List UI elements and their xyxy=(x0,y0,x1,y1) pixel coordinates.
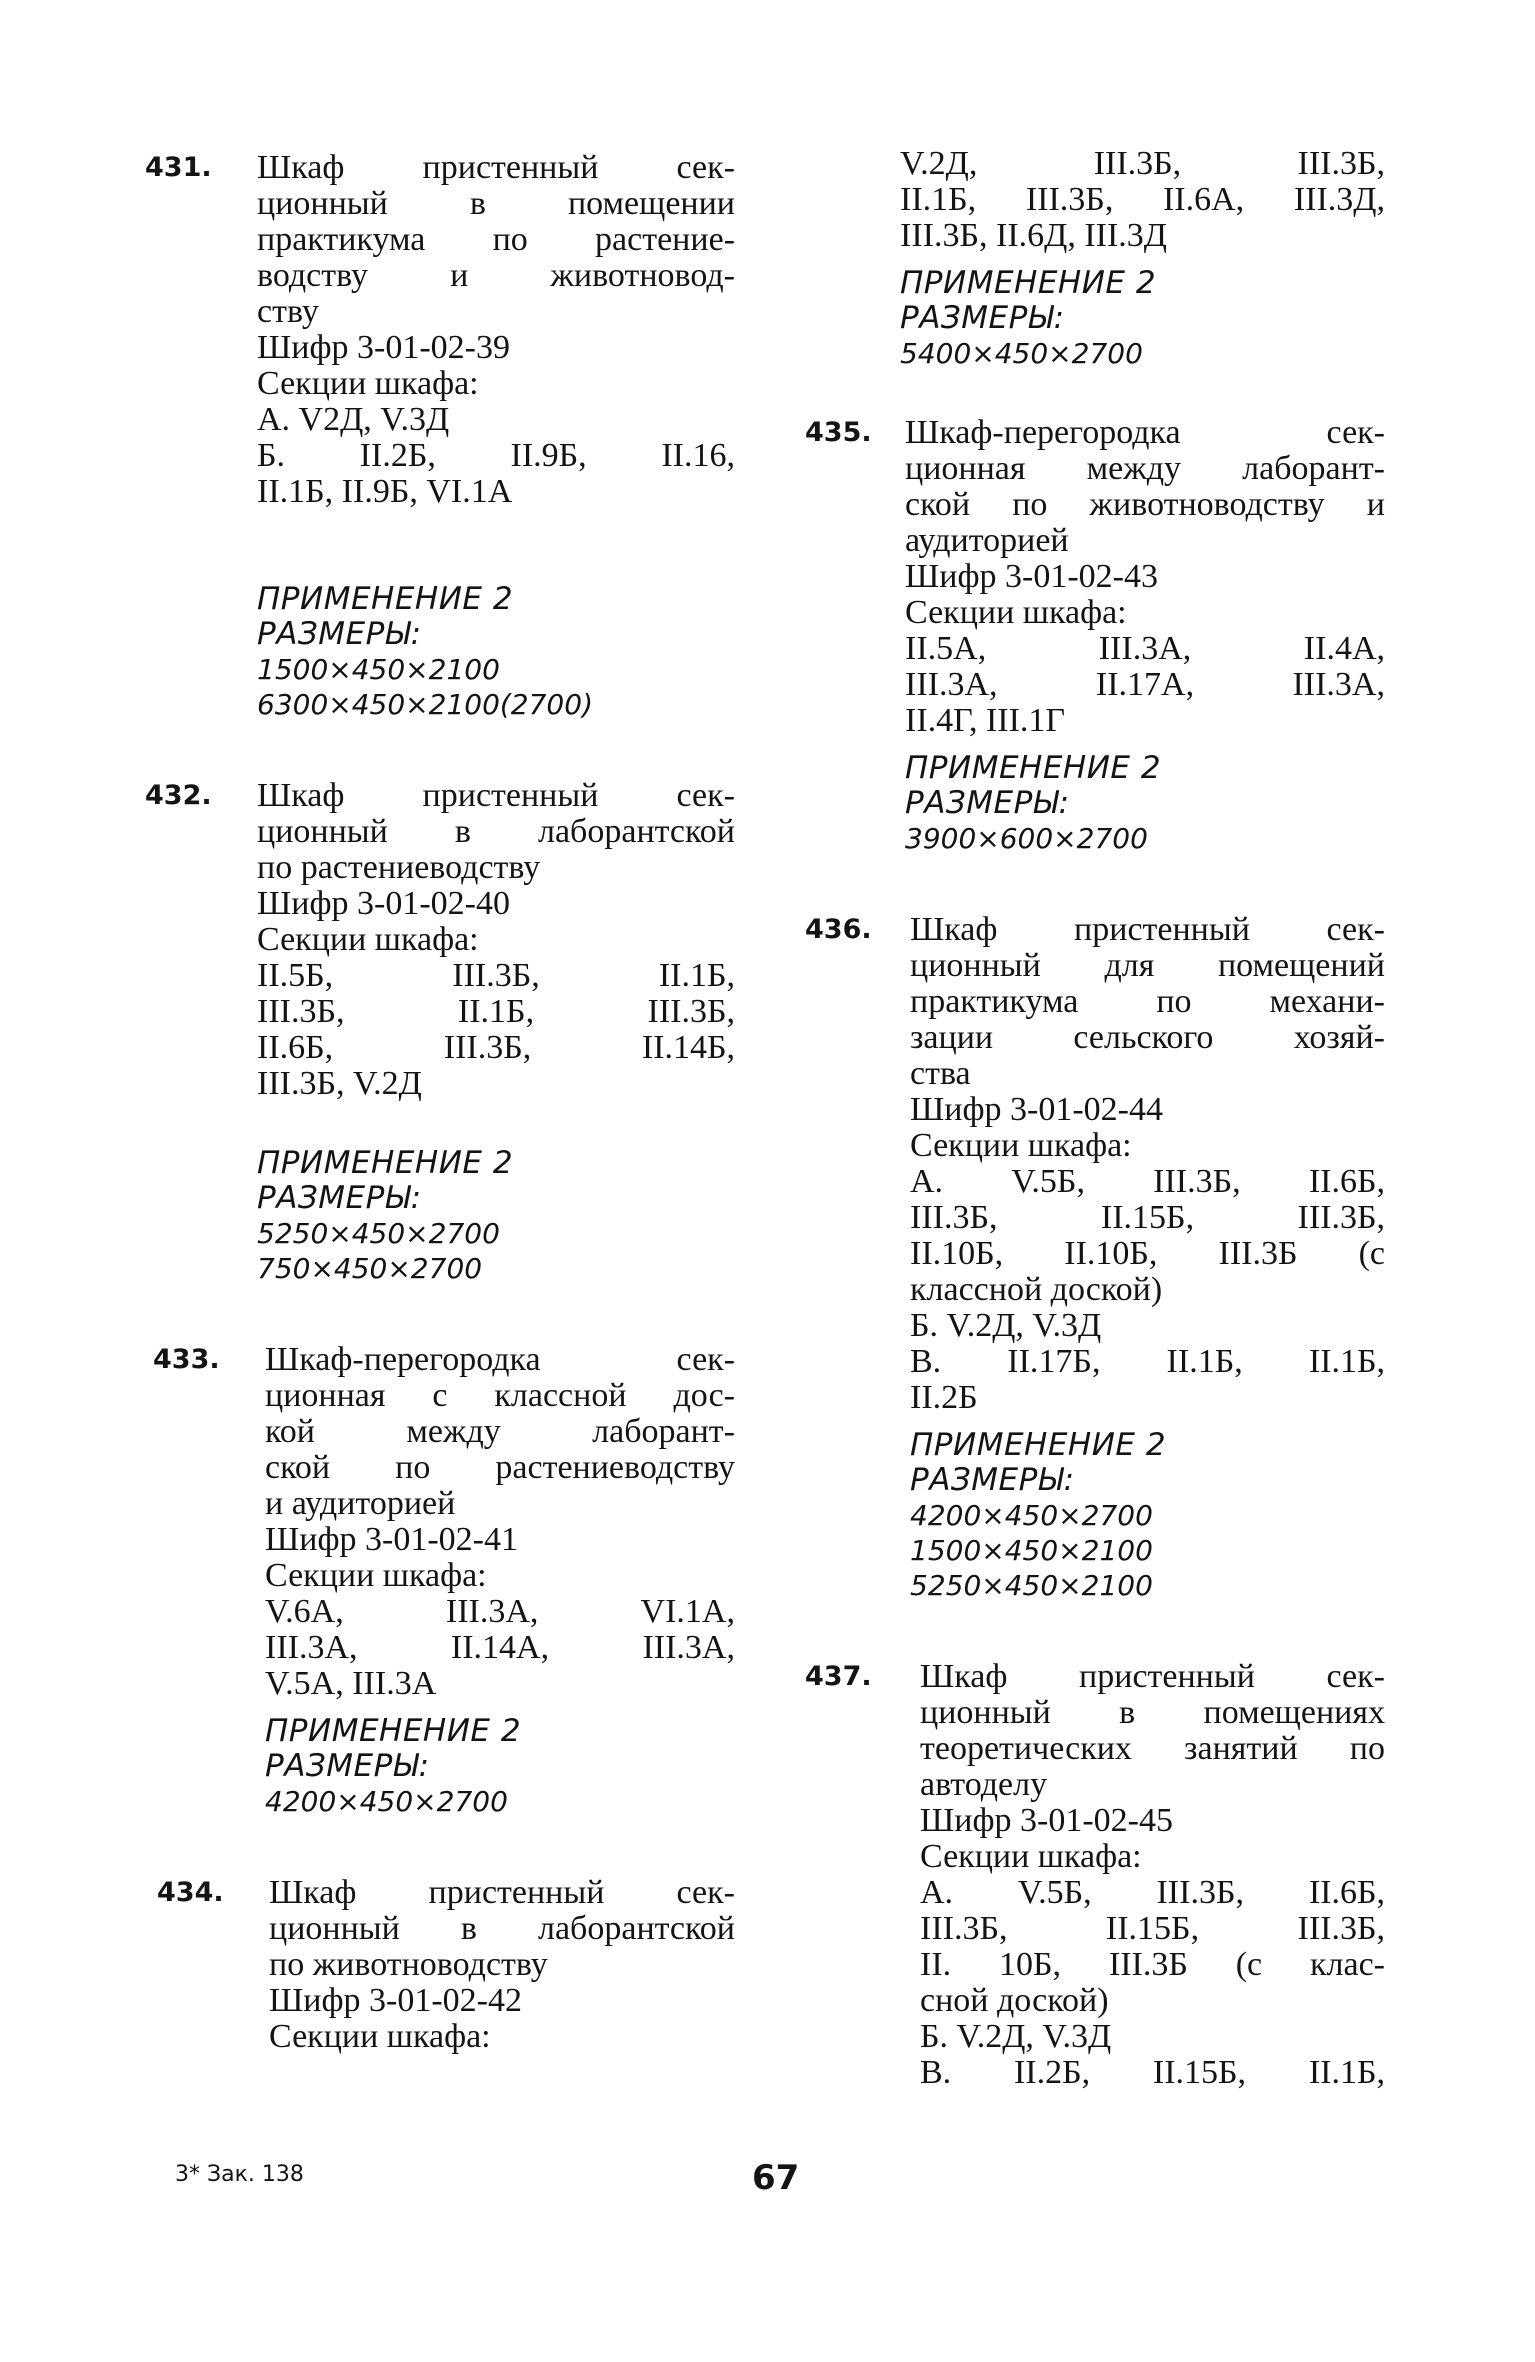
entry-434 xyxy=(157,1875,735,2055)
entry-title-line: Шкаф пристенный сек- xyxy=(269,1874,735,1911)
size-value: 6300×450×2100(2700) xyxy=(257,688,593,721)
sections-line: II.1Б, III.3Б, II.6А, III.3Д, xyxy=(900,181,1385,218)
entry-title-line: ской по растениеводству xyxy=(265,1449,735,1486)
sections-line: III.3Б, II.15Б, III.3Б, xyxy=(910,1199,1385,1236)
entry-title-line: Шкаф пристенный сек- xyxy=(257,149,735,186)
entry-title-line: практикума по растение- xyxy=(257,221,735,258)
size-value: 1500×450×2100 xyxy=(910,1534,1153,1567)
sections-line: II.4Г, III.1Г xyxy=(905,702,1066,739)
entry-title-line: кой между лаборант- xyxy=(265,1413,735,1450)
entry-number: 432. xyxy=(145,780,212,811)
cipher-code: Шифр 3-01-02-44 xyxy=(910,1091,1163,1128)
sections-line: III.3Б, V.2Д xyxy=(257,1065,422,1102)
sections-label: Секции шкафа: xyxy=(910,1127,1132,1164)
entry-title-line: Шкаф пристенный сек- xyxy=(257,777,735,814)
sections-line: III.3А, II.14А, III.3А, xyxy=(265,1629,735,1666)
entry-431 xyxy=(145,150,735,722)
sections-line: А. V2Д, V.3Д xyxy=(257,401,450,438)
sections-label: Секции шкафа: xyxy=(905,594,1127,631)
entry-title-line: ционный в помещениях xyxy=(920,1694,1385,1731)
sections-label: Секции шкафа: xyxy=(257,921,479,958)
left-column xyxy=(145,150,735,2055)
sections-line: Б. V.2Д, V.3Д xyxy=(920,2018,1112,2055)
sections-label: Секции шкафа: xyxy=(257,365,479,402)
entry-title-line: практикума по механи- xyxy=(910,983,1385,1020)
sections-line: II.1Б, II.9Б, VI.1А xyxy=(257,473,513,510)
entry-title-line: Шкаф-перегородка сек- xyxy=(905,414,1385,451)
sections-line: классной доской) xyxy=(910,1271,1163,1308)
sections-label: Секции шкафа: xyxy=(920,1838,1142,1875)
sizes-label: РАЗМЕРЫ: xyxy=(257,1180,422,1216)
entry-number: 435. xyxy=(805,417,872,448)
entry-432 xyxy=(145,778,735,1286)
sections-line: III.3Б, II.15Б, III.3Б, xyxy=(920,1910,1385,1947)
entry-title-line: Шкаф-перегородка сек- xyxy=(265,1341,735,1378)
right-column xyxy=(805,146,1385,2091)
entry-title-line: ционный в лаборантской xyxy=(269,1910,735,1947)
entry-title-line: зации сельского хозяй- xyxy=(910,1019,1385,1056)
size-value: 4200×450×2700 xyxy=(910,1499,1153,1532)
entry-number: 433. xyxy=(153,1344,220,1375)
entry-title-line: теоретических занятий по xyxy=(920,1730,1385,1767)
cipher-code: Шифр 3-01-02-39 xyxy=(257,329,510,366)
sizes-label: РАЗМЕРЫ: xyxy=(910,1462,1075,1498)
size-value: 5250×450×2700 xyxy=(257,1217,500,1250)
entry-title-line: ционная между лаборант- xyxy=(905,450,1385,487)
entry-title-line: Шкаф пристенный сек- xyxy=(920,1658,1385,1695)
sections-line: сной доской) xyxy=(920,1982,1109,2019)
entry-number: 437. xyxy=(805,1661,872,1692)
sections-line: II.10Б, II.10Б, III.3Б (с xyxy=(910,1235,1385,1272)
entry-number: 431. xyxy=(145,152,212,183)
size-value: 750×450×2700 xyxy=(257,1252,483,1285)
sections-label: Секции шкафа: xyxy=(269,2018,491,2055)
entry-title-line: по растениеводству xyxy=(257,849,541,886)
sections-line: Б. V.2Д, V.3Д xyxy=(910,1307,1102,1344)
sections-line: А. V.5Б, III.3Б, II.6Б, xyxy=(910,1163,1385,1200)
entry-title-line: по животноводству xyxy=(269,1946,548,1983)
sections-line: V.2Д, III.3Б, III.3Б, xyxy=(900,145,1385,182)
size-value: 1500×450×2100 xyxy=(257,653,500,686)
sizes-label: РАЗМЕРЫ: xyxy=(905,785,1070,821)
sections-line: Б. II.2Б, II.9Б, II.16, xyxy=(257,437,735,474)
application-text: ПРИМЕНЕНИЕ 2 xyxy=(257,581,514,617)
size-value: 5400×450×2700 xyxy=(900,337,1143,370)
entry-title-line: аудиторией xyxy=(905,522,1069,559)
footer-print-order: 3* Зак. 138 xyxy=(175,2162,304,2187)
size-value: 4200×450×2700 xyxy=(265,1785,508,1818)
entry-title-line: водству и животновод- xyxy=(257,257,735,294)
sections-line: III.3Б, II.6Д, III.3Д xyxy=(900,217,1167,254)
cipher-code: Шифр 3-01-02-40 xyxy=(257,885,510,922)
cipher-code: Шифр 3-01-02-42 xyxy=(269,1982,522,2019)
entry-number: 434. xyxy=(157,1877,224,1908)
entry-title-line: ционный в лаборантской xyxy=(257,813,735,850)
sections-line: III.3А, II.17А, III.3А, xyxy=(905,666,1385,703)
size-value: 3900×600×2700 xyxy=(905,822,1148,855)
sections-line: II.2Б xyxy=(910,1379,978,1416)
cipher-code: Шифр 3-01-02-41 xyxy=(265,1521,518,1558)
sizes-label: РАЗМЕРЫ: xyxy=(265,1748,430,1784)
application-text: ПРИМЕНЕНИЕ 2 xyxy=(265,1713,522,1749)
entry-434-continued xyxy=(805,146,1385,371)
entry-title-line: автоделу xyxy=(920,1766,1048,1803)
entry-title-line: ства xyxy=(910,1055,971,1092)
application-text: ПРИМЕНЕНИЕ 2 xyxy=(905,750,1162,786)
page-number: 67 xyxy=(752,2158,800,2198)
entry-436 xyxy=(805,912,1385,1603)
entry-title-line: ской по животноводству и xyxy=(905,486,1385,523)
cipher-code: Шифр 3-01-02-43 xyxy=(905,558,1158,595)
cipher-code: Шифр 3-01-02-45 xyxy=(920,1802,1173,1839)
entry-title-line: ционный для помещений xyxy=(910,947,1385,984)
sections-line: В. II.2Б, II.15Б, II.1Б, xyxy=(920,2054,1385,2091)
entry-435 xyxy=(805,415,1385,856)
application-text: ПРИМЕНЕНИЕ 2 xyxy=(257,1145,514,1181)
entry-title-line: ционная с классной дос- xyxy=(265,1377,735,1414)
sections-line: II. 10Б, III.3Б (с клас- xyxy=(920,1946,1385,1983)
sections-label: Секции шкафа: xyxy=(265,1557,487,1594)
entry-433 xyxy=(153,1342,735,1819)
sections-line: III.3Б, II.1Б, III.3Б, xyxy=(257,993,735,1030)
sizes-label: РАЗМЕРЫ: xyxy=(900,300,1065,336)
sizes-label: РАЗМЕРЫ: xyxy=(257,616,422,652)
entry-title-line: ционный в помещении xyxy=(257,185,735,222)
entry-title-line: ству xyxy=(257,293,319,330)
entry-title-line: Шкаф пристенный сек- xyxy=(910,911,1385,948)
entry-number: 436. xyxy=(805,914,872,945)
size-value: 5250×450×2100 xyxy=(910,1569,1153,1602)
application-text: ПРИМЕНЕНИЕ 2 xyxy=(910,1427,1167,1463)
entry-title-line: и аудиторией xyxy=(265,1485,456,1522)
sections-line: V.6А, III.3А, VI.1А, xyxy=(265,1593,735,1630)
sections-line: II.5Б, III.3Б, II.1Б, xyxy=(257,957,735,994)
entry-437 xyxy=(805,1659,1385,2091)
sections-line: V.5А, III.3А xyxy=(265,1665,437,1702)
application-text: ПРИМЕНЕНИЕ 2 xyxy=(900,265,1157,301)
sections-line: II.5А, III.3А, II.4А, xyxy=(905,630,1385,667)
sections-line: А. V.5Б, III.3Б, II.6Б, xyxy=(920,1874,1385,1911)
sections-line: II.6Б, III.3Б, II.14Б, xyxy=(257,1029,735,1066)
sections-line: В. II.17Б, II.1Б, II.1Б, xyxy=(910,1343,1385,1380)
